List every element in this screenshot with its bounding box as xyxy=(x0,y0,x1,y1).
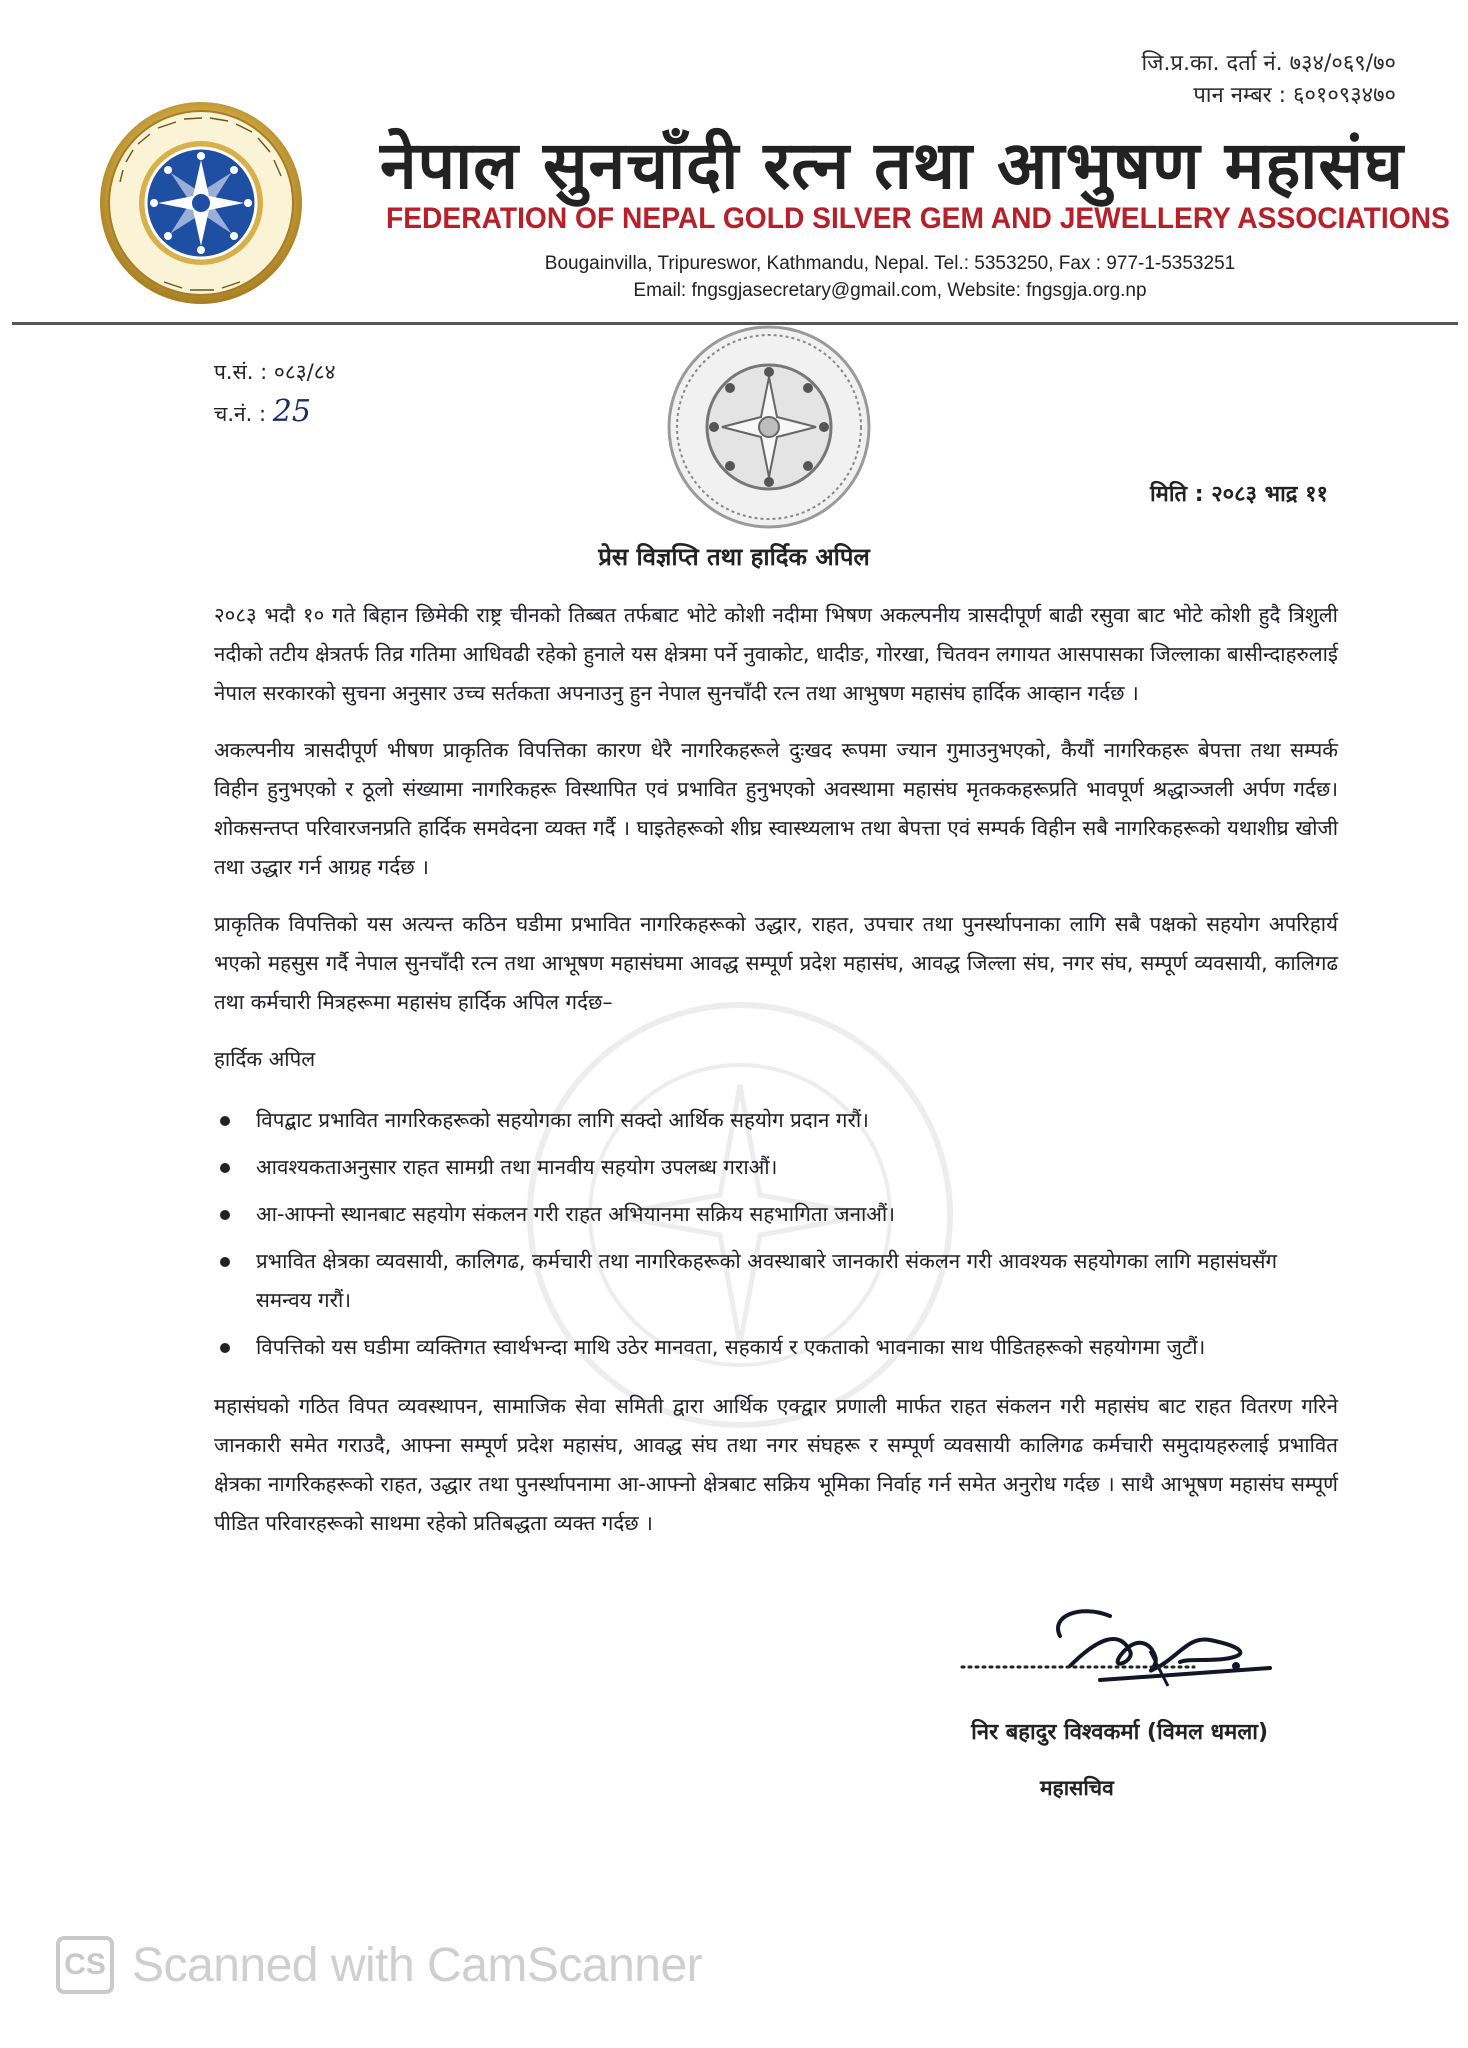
federation-name-nepali: नेपाल सुनचाँदी रत्न तथा आभुषण महासंघ xyxy=(380,127,1404,204)
appeal-item: आ-आफ्नो स्थानबाट सहयोग संकलन गरी राहत अभियानमा सक्रिय सहभागिता जनाऔं। xyxy=(214,1195,1338,1234)
signatory-name: निर बहादुर विश्वकर्मा (विमल धमला) xyxy=(971,1720,1268,1745)
handwritten-signature xyxy=(1040,1596,1280,1706)
camscanner-icon: CS xyxy=(56,1936,114,1994)
pan-number: पान नम्बर : ६०१०९३४७० xyxy=(1193,83,1396,108)
registration-number: जि.प्र.का. दर्ता नं. ७३४/०६९/७० xyxy=(1141,51,1396,76)
letter-date: मिति : २०८३ भाद्र ११ xyxy=(1149,482,1328,507)
dispatch-number-label: च.नं. : xyxy=(214,402,267,426)
camscanner-label: Scanned with CamScanner xyxy=(132,1938,703,1992)
press-release-heading: प्रेस विज्ञप्ति तथा हार्दिक अपिल xyxy=(598,543,870,571)
appeal-title: हार्दिक अपिल xyxy=(214,1047,316,1071)
embossed-seal xyxy=(664,322,874,532)
paragraph-flood-warning: २०८३ भदौ १० गते बिहान छिमेकी राष्ट्र चीनको तिब्बत तर्फबाट भोटे कोशी नदीमा भिषण अकल्पनीय त्रासदीपूर्ण बाढी रसुवा बाट भोटे कोशी हुदै त्रिशुली नदीको तटीय क्षेत्रतर्फ तिव्र गतिमा आधिवढी रहेको हुनाले यस क्षेत्रमा पर्ने नुवाकोट, धादीङ, गोरखा, चितवन लगायत आसपासका जिल्लाका बासीन्दाहरुलाई नेपाल सरकारको सुचना अनुसार उच्च सर्तकता अपनाउनु हुन नेपाल सुनचाँदी रत्न तथा आभुषण महासंघ हार्दिक आव्हान गर्दछ । xyxy=(214,603,1338,705)
registration-block xyxy=(1141,48,1396,112)
letter-number: प.सं. : ०८३/८४ xyxy=(214,360,336,384)
paragraph-closing: महासंघको गठित विपत व्यवस्थापन, सामाजिक सेवा समिती द्वारा आर्थिक एक्द्वार प्रणाली मार्फत राहत संकलन गरी महासंघ बाट राहत वितरण गरिने जानकारी समेत गराउदै, आफ्ना सम्पूर्ण प्रदेश महासंघ, आवद्ध संघ तथा नगर संघहरू र सम्पूर्ण व्यवसायी कालिगढ कर्मचारी समुदायहरुलाई प्रभावित क्षेत्रका नागरिकहरूको राहत, उद्धार तथा पुनर्स्थापनामा आ-आफ्नो क्षेत्रबाट सक्रिय भूमिका निर्वाह गर्न समेत अनुरोध गर्दछ । साथै आभूषण महासंघ सम्पूर्ण पीडित परिवारहरूको साथमा रहेको प्रतिबद्धता व्यक्त गर्दछ । xyxy=(214,1394,1338,1535)
camscanner-watermark xyxy=(56,1936,702,1994)
federation-name-english: FEDERATION OF NEPAL GOLD SILVER GEM AND JEWELLERY ASSOCIATIONS xyxy=(386,202,1450,235)
signatory-designation: महासचिव xyxy=(1040,1776,1114,1800)
signature-dotted-line xyxy=(960,1664,1196,1670)
appeal-item: आवश्यकताअनुसार राहत सामग्री तथा मानवीय सहयोग उपलब्ध गराऔं। xyxy=(214,1148,1338,1187)
appeal-item: विपत्तिको यस घडीमा व्यक्तिगत स्वार्थभन्दा माथि उठेर मानवता, सहकार्य र एकताको भावनाका साथ पीडितहरूको सहयोगमा जुटौं। xyxy=(214,1328,1338,1367)
address-line: Bougainvilla, Tripureswor, Kathmandu, Nepal. Tel.: 5353250, Fax : 977-1-5353251 xyxy=(544,253,1236,274)
dispatch-number-handwritten: 25 xyxy=(272,394,311,429)
dispatch-number xyxy=(214,392,336,434)
letter-body xyxy=(214,596,1338,1561)
contact-block xyxy=(380,250,1400,304)
federation-logo xyxy=(98,100,304,306)
paragraph-appeal-intro: प्राकृतिक विपत्तिको यस अत्यन्त कठिन घडीमा प्रभावित नागरिकहरूको उद्धार, राहत, उपचार तथा पुनर्स्थापनाका लागि सबै पक्षको सहयोग अपरिहार्य भएको महसुस गर्दै नेपाल सुनचाँदी रत्न तथा आभूषण महासंघमा आवद्ध सम्पूर्ण प्रदेश महासंघ, आवद्ध जिल्ला संघ, नगर संघ, सम्पूर्ण व्यवसायी, कालिगढ तथा कर्मचारी मित्रहरूमा महासंघ हार्दिक अपिल गर्दछ– xyxy=(214,912,1338,1014)
appeal-item: प्रभावित क्षेत्रका व्यवसायी, कालिगढ, कर्मचारी तथा नागरिकहरूको अवस्थाबारे जानकारी संकलन गरी आवश्यक सहयोगका लागि महासंघसँग समन्वय गरौं। xyxy=(214,1242,1338,1320)
appeal-list xyxy=(214,1101,1338,1367)
paragraph-condolence: अकल्पनीय त्रासदीपूर्ण भीषण प्राकृतिक विपत्तिका कारण धेरै नागरिकहरूले दुःखद रूपमा ज्यान गुमाउनुभएको, कैयौं नागरिकहरू बेपत्ता तथा सम्पर्क विहीन हुनुभएको र ठूलो संख्यामा नागरिकहरू विस्थापित एवं प्रभावित हुनुभएको अवस्थामा महासंघ मृतककहरूप्रति भावपूर्ण श्रद्धाञ्जली अर्पण गर्दछ। शोकसन्तप्त परिवारजनप्रति हार्दिक समवेदना व्यक्त गर्दै । घाइतेहरूको शीघ्र स्वास्थ्यलाभ तथा बेपत्ता एवं सम्पर्क विहीन सबै नागरिकहरूको यथाशीघ्र खोजी तथा उद्धार गर्न आग्रह गर्दछ । xyxy=(214,738,1338,879)
email-website-line: Email: fngsgjasecretary@gmail.com, Website: fngsgja.org.np xyxy=(633,280,1147,301)
reference-block xyxy=(214,352,336,434)
appeal-item: विपद्बाट प्रभावित नागरिकहरूको सहयोगका लागि सक्दो आर्थिक सहयोग प्रदान गरौं। xyxy=(214,1101,1338,1140)
